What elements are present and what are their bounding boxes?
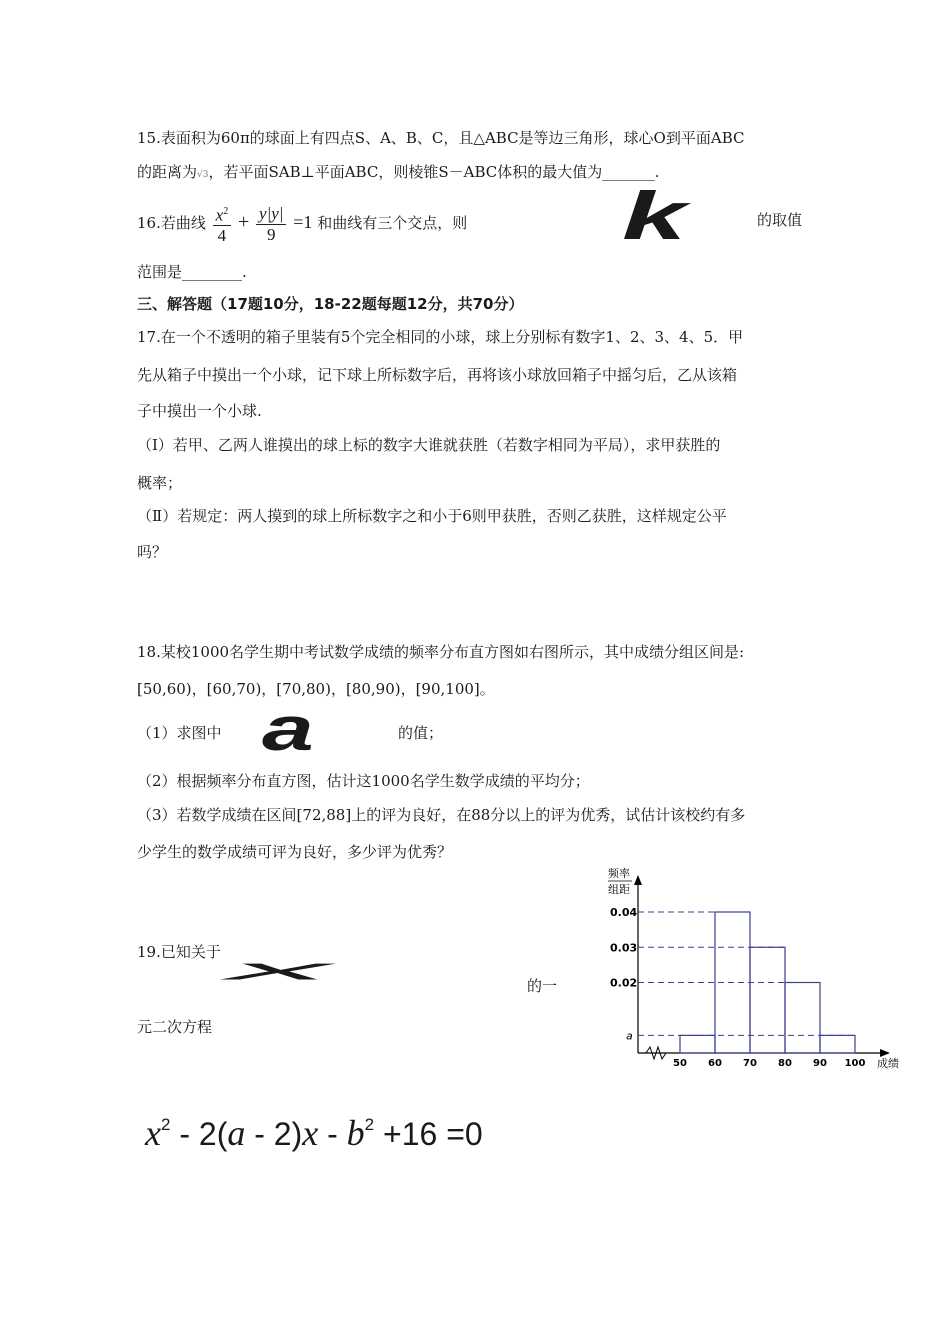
histogram-bar — [785, 983, 820, 1054]
y-axis-label-bottom: 组距 — [608, 883, 630, 896]
q18-line1: 18.某校1000名学生期中考试数学成绩的频率分布直方图如右图所示，其中成绩分组区间是: — [137, 643, 745, 661]
plus-sign: + — [237, 211, 250, 233]
histogram-bar — [680, 1035, 715, 1053]
histogram-guide-lines — [638, 912, 855, 1035]
x-axis-label: 成绩 — [877, 1057, 899, 1070]
q15-line1-text: 15.表面积为60π的球面上有四点S、A、B、C，且△ABC是等边三角形，球心O到平面ABC — [137, 129, 745, 147]
variable-a-image: a — [262, 695, 314, 764]
sqrt3-symbol: √3 — [197, 170, 209, 180]
q18-line2: [50,60)，[60,70)，[70,80)，[80,90)，[90,100]。 — [137, 680, 495, 698]
variable-x-image: x — [228, 952, 330, 986]
fraction-numerator: y|y| — [256, 204, 286, 225]
q18-part1-pre: （1）求图中 — [137, 724, 222, 742]
y-tick-label: 0.03 — [610, 941, 638, 955]
q16-line2: 范围是________. — [137, 263, 247, 281]
histogram-bar — [750, 947, 785, 1053]
fraction-y-abs-y-over-9 — [256, 204, 286, 245]
x-tick-label: 60 — [708, 1058, 722, 1069]
q16-mid2: 有三个交点，则 — [362, 214, 468, 232]
q17-part1-line2: 概率； — [137, 474, 183, 492]
variable-k-image: k — [622, 178, 687, 254]
q16-suffix: 的取值 — [757, 211, 803, 229]
q15-line2-pre: 的距离为 — [137, 163, 198, 181]
fraction-x2-over-4 — [213, 202, 232, 247]
q18-part2: （2）根据频率分布直方图，估计这1000名学生数学成绩的平均分； — [137, 772, 590, 790]
q17-part1-line1: （Ⅰ）若甲、乙两人谁摸出的球上标的数字大谁就获胜（若数字相同为平局），求甲获胜的 — [137, 436, 721, 454]
q19-prefix: 19.已知关于 — [137, 943, 221, 961]
y-tick-label: 0.02 — [610, 976, 638, 990]
x-tick-label: 50 — [673, 1058, 687, 1069]
y-tick-label: 0.04 — [610, 906, 638, 919]
q17-part2-line1: （Ⅱ）若规定：两人摸到的球上所标数字之和小于6则甲获胜，否则乙获胜，这样规定公平 — [137, 507, 727, 525]
q17-line3: 子中摸出一个小球. — [137, 402, 262, 420]
frequency-histogram — [600, 865, 910, 1075]
q17-part2-line2: 吗？ — [137, 543, 168, 561]
q15-line1 — [137, 128, 744, 148]
x-axis-arrow — [880, 1049, 890, 1057]
fraction-numerator: $x^2$ — [213, 202, 232, 227]
q17-line2: 先从箱子中摸出一个小球，记下球上所标数字后，再将该小球放回箱子中摇匀后，乙从该箱 — [137, 366, 738, 384]
y-axis-arrow — [634, 875, 642, 885]
histogram-bar — [820, 1035, 855, 1053]
histogram-axes — [634, 875, 890, 1059]
q19-mid: 的一 — [527, 977, 558, 995]
q18-part1-post: 的值； — [398, 724, 444, 742]
q15-line2 — [137, 162, 660, 185]
x-tick-label: 90 — [813, 1058, 827, 1069]
q17-line1: 17.在一个不透明的箱子里装有5个完全相同的小球，球上分别标有数字1、2、3、4、5．甲 — [137, 328, 744, 346]
q18-part3-line1: （3）若数学成绩在区间[72,88]上的评为良好，在88分以上的评为优秀，试估计该校约有多 — [137, 806, 746, 824]
q16-mid: 和曲线 — [317, 214, 363, 232]
q16-prefix: 16.若曲线 — [137, 214, 206, 232]
x-tick-label: 80 — [778, 1058, 792, 1069]
fraction-denominator: 4 — [217, 226, 227, 246]
histogram-bars — [680, 912, 855, 1053]
y-tick-label: a — [626, 1029, 633, 1043]
section-heading-solutions: 三、解答题（17题10分，18-22题每题12分，共70分） — [137, 295, 524, 313]
q19-line2: 元二次方程 — [137, 1018, 213, 1036]
quadratic-equation: $x^2 - 2(a - 2)x - b^2 +16 =0$ — [145, 1113, 483, 1153]
x-tick-label: 70 — [743, 1058, 757, 1069]
fraction-denominator: 9 — [267, 224, 276, 244]
x-tick-label: 100 — [844, 1058, 866, 1069]
equals-one: =1 — [293, 212, 313, 232]
q16-line1 — [137, 200, 467, 246]
y-axis-label-top: 频率 — [608, 867, 630, 880]
q15-line2-post: ，若平面SAB⊥平面ABC，则棱锥S－ABC体积的最大值为_______. — [208, 163, 660, 181]
q18-part3-line2: 少学生的数学成绩可评为良好，多少评为优秀？ — [137, 843, 453, 861]
